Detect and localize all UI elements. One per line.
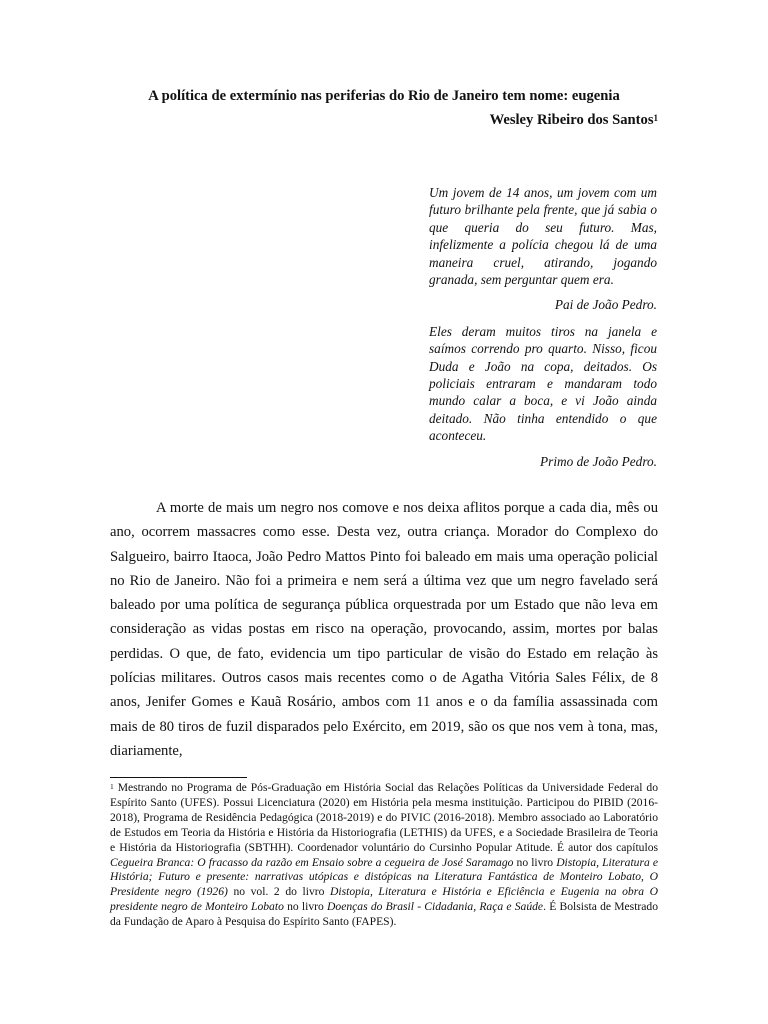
footnote-text-5: . É Bolsista de Mestrado da Fundação de Aparo à Pesquisa do Espírito Santo (FAPES). — [110, 900, 659, 929]
epigraph-quote-2: Eles deram muitos tiros na janela e saímos correndo pro quarto. Nisso, ficou Duda e João na copa, deitados. Os policiais entraram e mandaram todo mundo calar a boca, e vi João ainda deitado. Não tinha entendido o que aconteceu. — [429, 323, 657, 444]
epigraph-block — [429, 184, 657, 479]
author-name: Wesley Ribeiro dos Santos — [489, 112, 654, 128]
footnote-italic-4: Doenças do Brasil - Cidadania, Raça e Saúde — [327, 900, 544, 914]
author-line — [490, 110, 658, 130]
footnote-text-3: no vol. 2 do livro — [227, 885, 330, 899]
footnote-text-2: no livro — [513, 855, 557, 869]
epigraph-attribution-1: Pai de João Pedro. — [554, 297, 657, 313]
article-title: A política de extermínio nas periferias do Rio de Janeiro tem nome: eugenia — [148, 88, 620, 104]
epigraph-quote-1: Um jovem de 14 anos, um jovem com um futuro brilhante pela frente, que já sabia o que queria do seu futuro. Mas, infelizmente a polícia chegou lá de uma maneira cruel, atirando, jogando granada, sem perguntar quem era. — [429, 185, 657, 288]
author-footnote-mark[interactable]: 1 — [653, 113, 658, 123]
epigraph-attribution-2: Primo de João Pedro. — [540, 453, 657, 469]
footnote-italic-2: Distopia, Literatura e História; Futuro e presente: narrativas utópicas e distópicas na Literatura Fantástica de Monteiro Lobato, O Presidente negro (1926) — [110, 855, 658, 899]
body-paragraph: A morte de mais um negro nos comove e nos deixa aflitos porque a cada dia, mês ou ano, ocorrem massacres como esse. Desta vez, outra criança. Morador do Complexo do Salgueiro, bairro Itaoca, João Pedro Mattos Pinto foi baleado em mais uma operação policial no Rio de Janeiro. Não foi a primeira e nem será a última vez que um negro favelado será baleado por uma política de segurança pública orquestrada por um Estado que não leva em consideração as vidas postas em risco na operação, provocando, assim, mortes por balas perdidas. O que, de fato, evidencia um tipo particular de visão do Estado em relação às polícias militares. Outros casos mais recentes como o de Agatha Vitória Sales Félix, de 8 anos, Jenifer Gomes e Kauã Rosário, ambos com 11 anos e o da família assassinada com mais de 80 tiros de fuzil disparados pelo Exército, em 2019, são os que nos vem à tona, mas, diariamente, — [110, 500, 658, 759]
footnote-text-4: no livro — [283, 900, 328, 914]
footnote-italic-1: Cegueira Branca: O fracasso da razão em Ensaio sobre a cegueira de José Saramago — [110, 855, 514, 869]
footnote-separator — [110, 777, 247, 778]
footnote-mark: 1 — [110, 782, 114, 791]
footnote-1 — [110, 781, 658, 930]
footnote-italic-3: Distopia, Literatura e História e Eficiência e Eugenia na obra O presidente negro de Monteiro Lobato — [110, 885, 658, 914]
footnote-text-1: Mestrando no Programa de Pós-Graduação em História Social das Relações Políticas da Universidade Federal do Espírito Santo (UFES). Possui Licenciatura (2020) em História pela mesma instituição. Participou do PIBID (2016-2018), Programa de Residência Pedagógica (2018-2019) e do PIVIC (2016-2018). Membro associado ao Laboratório de Estudos em Teoria da História e História da Historiografia (LETHIS) da UFES, e a Sociedade Brasileira de Teoria e História da Historiografia (SBTHH). Coordenador voluntário do Cursinho Popular Atitude. É autor dos capítulos — [110, 781, 658, 854]
